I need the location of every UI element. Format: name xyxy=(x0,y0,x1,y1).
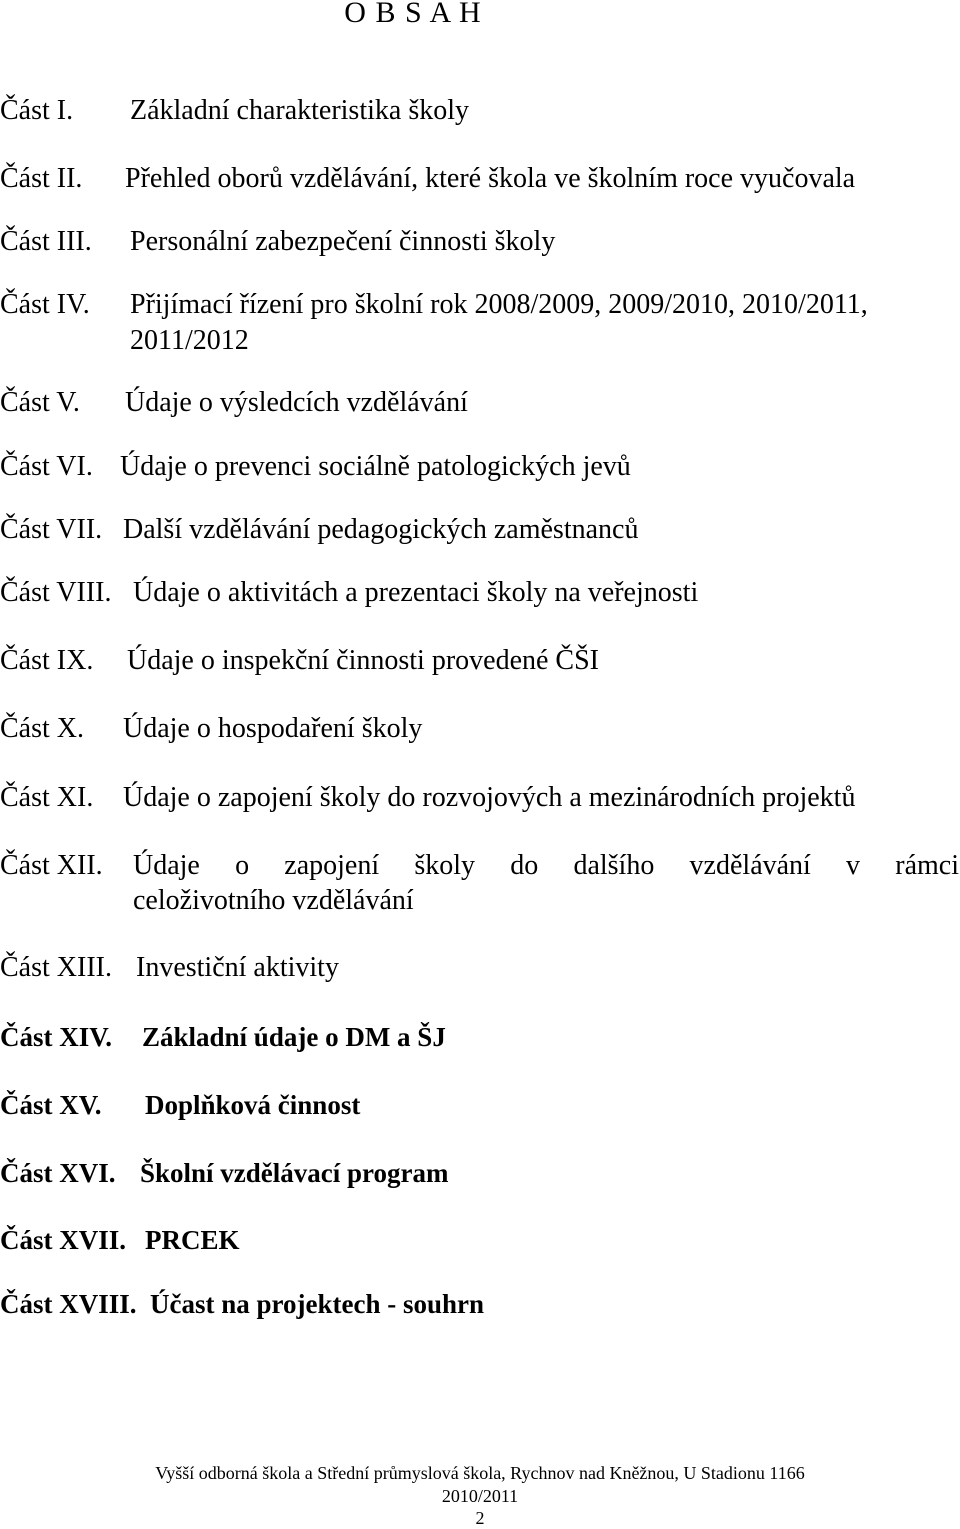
toc-entry-text: Investiční aktivity xyxy=(136,952,339,983)
toc-entry-label: Část XIII. xyxy=(0,952,112,983)
page-number: 2 xyxy=(475,1508,485,1528)
toc-entry-label: Část VIII. xyxy=(0,577,112,608)
toc-entry-text: Údaje o hospodaření školy xyxy=(123,713,423,744)
toc-entry-text: Základní údaje o DM a ŠJ xyxy=(142,1022,446,1052)
toc-entry-text: Údaje o inspekční činnosti provedené ČŠI xyxy=(127,645,600,676)
toc-entry-text: Školní vzdělávací program xyxy=(140,1158,449,1188)
toc-entry-label: Část XVI. xyxy=(0,1158,116,1188)
toc-entry-text: Údaje o prevenci sociálně patologických jevů xyxy=(120,451,631,482)
toc-entry-text: Přijímací řízení pro školní rok 2008/2009, 2009/2010, 2010/2011, xyxy=(130,289,868,320)
toc-entry-text-continued: 2011/2012 xyxy=(130,325,249,356)
toc-entry-text: Přehled oborů vzdělávání, které škola ve školním roce vyučovala xyxy=(125,163,856,194)
toc-entry-label: Část II. xyxy=(0,163,83,194)
toc-entry-text: Základní charakteristika školy xyxy=(130,95,469,126)
toc-entry-text: Personální zabezpečení činnosti školy xyxy=(130,226,556,257)
toc-entry-label: Část XVII. xyxy=(0,1225,127,1255)
toc-entry-label: Část V. xyxy=(0,387,80,418)
toc-entry-label: Část VII. xyxy=(0,514,103,545)
toc-entry-label: Část XI. xyxy=(0,782,94,813)
footer-institution: Vyšší odborná škola a Střední průmyslová škola, Rychnov nad Kněžnou, U Stadionu 1166 xyxy=(155,1463,805,1483)
toc-entry-text: PRCEK xyxy=(145,1225,240,1255)
toc-entry-label: Část X. xyxy=(0,713,84,744)
toc-entry-label: Část IX. xyxy=(0,645,94,676)
toc-entry-text: Doplňková činnost xyxy=(145,1090,361,1120)
toc-entry-text: Údaje o výsledcích vzdělávání xyxy=(125,387,468,418)
toc-entry-label: Část I. xyxy=(0,95,74,126)
toc-entry-label: Část XII. xyxy=(0,850,103,881)
toc-entry-text: Účast na projektech - souhrn xyxy=(150,1289,485,1319)
toc-entry-text-continued: celoživotního vzdělávání xyxy=(133,885,414,916)
toc-entry-label: Část XIV. xyxy=(0,1022,113,1052)
toc-entry-text: Údaje o zapojení školy do dalšího vzdělávání v rámci xyxy=(133,850,959,881)
toc-entry-label: Část VI. xyxy=(0,451,93,482)
toc-entry-text: Další vzdělávání pedagogických zaměstnanců xyxy=(123,514,639,545)
toc-entry-label: Část XVIII. xyxy=(0,1289,137,1319)
toc-entry-label: Část III. xyxy=(0,226,92,257)
toc-entry-label: Část XV. xyxy=(0,1090,102,1120)
toc-entry-label: Část IV. xyxy=(0,289,90,320)
toc-entry-text: Údaje o zapojení školy do rozvojových a mezinárodních projektů xyxy=(123,782,856,813)
footer-school-year: 2010/2011 xyxy=(441,1486,519,1506)
toc-entry-text: Údaje o aktivitách a prezentaci školy na veřejnosti xyxy=(133,577,699,608)
page-title: O B S A H xyxy=(344,0,482,29)
